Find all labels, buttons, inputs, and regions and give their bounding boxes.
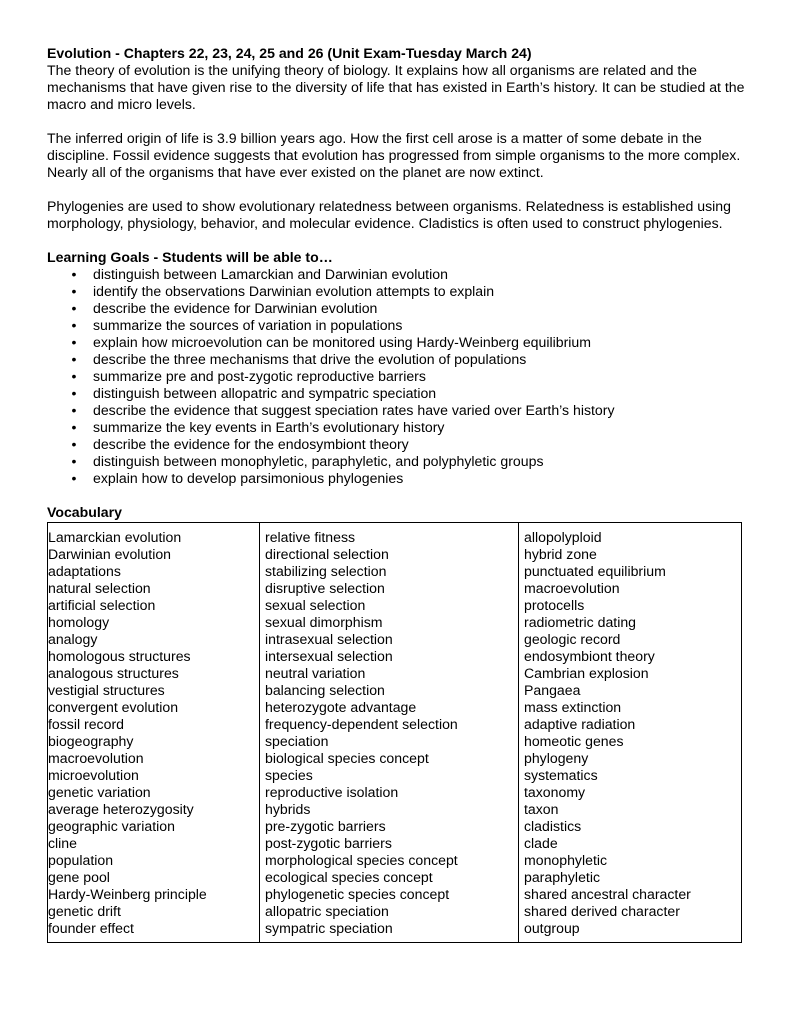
vocabulary-term: vestigial structures — [48, 682, 165, 698]
vocabulary-term: outgroup — [524, 920, 580, 936]
vocabulary-term: pre-zygotic barriers — [265, 818, 386, 834]
vocabulary-term: macroevolution — [48, 750, 144, 766]
vocabulary-term: neutral variation — [265, 665, 366, 681]
vocabulary-heading: Vocabulary — [47, 504, 122, 520]
vocabulary-term: homology — [48, 614, 110, 630]
vocabulary-term: artificial selection — [48, 597, 156, 613]
vocabulary-term: macroevolution — [524, 580, 620, 596]
learning-goal-item — [47, 351, 747, 368]
learning-goal-text: describe the evidence that suggest speciation rates have varied over Earth’s history — [93, 402, 615, 418]
vocabulary-term: biogeography — [48, 733, 134, 749]
vocabulary-term: phylogeny — [524, 750, 589, 766]
vocabulary-term: shared ancestral character — [524, 886, 691, 902]
vocabulary-term: reproductive isolation — [265, 784, 399, 800]
vocabulary-column-3 — [519, 523, 741, 942]
vocabulary-term: geographic variation — [48, 818, 175, 834]
vocabulary-term: taxonomy — [524, 784, 586, 800]
vocabulary-term: average heterozygosity — [48, 801, 194, 817]
document-page — [47, 45, 747, 943]
paragraph-spacer — [47, 113, 747, 130]
learning-goal-item — [47, 283, 747, 300]
vocabulary-term: relative fitness — [265, 529, 356, 545]
vocabulary-column-1 — [48, 523, 260, 942]
learning-goal-text: describe the three mechanisms that drive the evolution of populations — [93, 351, 527, 367]
vocabulary-term: intrasexual selection — [265, 631, 393, 647]
vocabulary-term: species — [265, 767, 313, 783]
vocabulary-term: systematics — [524, 767, 598, 783]
learning-goal-item — [47, 419, 747, 436]
learning-goal-text: explain how microevolution can be monitored using Hardy-Weinberg equilibrium — [93, 334, 591, 350]
vocabulary-term: convergent evolution — [48, 699, 179, 715]
learning-goal-item — [47, 402, 747, 419]
vocabulary-term: phylogenetic species concept — [265, 886, 450, 902]
vocabulary-term: morphological species concept — [265, 852, 458, 868]
vocabulary-term: shared derived character — [524, 903, 680, 919]
vocabulary-term: population — [48, 852, 114, 868]
bullet-icon: • — [71, 402, 77, 418]
vocabulary-term: cladistics — [524, 818, 582, 834]
vocabulary-term: cline — [48, 835, 77, 851]
vocabulary-term: natural selection — [48, 580, 151, 596]
learning-goal-text: describe the evidence for Darwinian evolution — [93, 300, 378, 316]
vocabulary-term: paraphyletic — [524, 869, 600, 885]
learning-goal-text: distinguish between monophyletic, paraphyletic, and polyphyletic groups — [93, 453, 544, 469]
learning-goal-text: summarize pre and post-zygotic reproductive barriers — [93, 368, 426, 384]
vocabulary-term: analogy — [48, 631, 98, 647]
vocabulary-term: sympatric speciation — [265, 920, 393, 936]
vocabulary-term: allopolyploid — [524, 529, 602, 545]
vocabulary-term: biological species concept — [265, 750, 429, 766]
bullet-icon: • — [71, 419, 77, 435]
phylogeny-paragraph: Phylogenies are used to show evolutionary relatedness between organisms. Relatedness is established using morphology, physiology, behavior, and molecular evidence. Cladistics is often used to construct phylogenies. — [47, 198, 731, 231]
vocabulary-term: heterozygote advantage — [265, 699, 417, 715]
page-title: Evolution - Chapters 22, 23, 24, 25 and 26 (Unit Exam-Tuesday March 24) — [47, 45, 532, 61]
vocabulary-term: analogous structures — [48, 665, 179, 681]
vocabulary-term: gene pool — [48, 869, 110, 885]
learning-goal-text: summarize the key events in Earth’s evolutionary history — [93, 419, 445, 435]
learning-goal-item — [47, 385, 747, 402]
vocabulary-term: taxon — [524, 801, 559, 817]
vocabulary-term: founder effect — [48, 920, 134, 936]
learning-goals-heading: Learning Goals - Students will be able to… — [47, 249, 333, 265]
vocabulary-term: disruptive selection — [265, 580, 385, 596]
bullet-icon: • — [71, 266, 77, 282]
vocabulary-term: homeotic genes — [524, 733, 624, 749]
vocabulary-term: intersexual selection — [265, 648, 393, 664]
vocabulary-term: adaptations — [48, 563, 121, 579]
learning-goal-text: summarize the sources of variation in populations — [93, 317, 403, 333]
bullet-icon: • — [71, 385, 77, 401]
vocabulary-column-2 — [260, 523, 519, 942]
bullet-icon: • — [71, 351, 77, 367]
vocabulary-term: endosymbiont theory — [524, 648, 655, 664]
paragraph-spacer — [47, 181, 747, 198]
bullet-icon: • — [71, 334, 77, 350]
origin-paragraph: The inferred origin of life is 3.9 billion years ago. How the first cell arose is a matter of some debate in the discipline. Fossil evidence suggests that evolution has progressed from simple organisms to the more complex. Nearly all of the organisms that have ever existed on the planet are now extinct. — [47, 130, 741, 180]
bullet-icon: • — [71, 470, 77, 486]
vocabulary-term: stabilizing selection — [265, 563, 387, 579]
intro-paragraph: The theory of evolution is the unifying theory of biology. It explains how all organisms are related and the mechanisms that have given rise to the diversity of life that has existed in Earth’s history. It can be studied at the macro and micro levels. — [47, 62, 745, 112]
bullet-icon: • — [71, 317, 77, 333]
learning-goal-item — [47, 266, 747, 283]
vocabulary-term: geologic record — [524, 631, 621, 647]
vocabulary-term: sexual dimorphism — [265, 614, 383, 630]
vocabulary-term: Darwinian evolution — [48, 546, 171, 562]
vocabulary-term: frequency-dependent selection — [265, 716, 458, 732]
vocabulary-term: monophyletic — [524, 852, 608, 868]
learning-goal-text: describe the evidence for the endosymbiont theory — [93, 436, 409, 452]
vocabulary-term: Cambrian explosion — [524, 665, 649, 681]
learning-goal-text: identify the observations Darwinian evolution attempts to explain — [93, 283, 495, 299]
vocabulary-term: microevolution — [48, 767, 139, 783]
vocabulary-term: fossil record — [48, 716, 124, 732]
learning-goal-item — [47, 368, 747, 385]
vocabulary-term: sexual selection — [265, 597, 366, 613]
learning-goals-list — [47, 266, 747, 487]
paragraph-spacer — [47, 232, 747, 249]
bullet-icon: • — [71, 436, 77, 452]
vocabulary-term: hybrids — [265, 801, 311, 817]
learning-goal-item — [47, 300, 747, 317]
vocabulary-term: Lamarckian evolution — [48, 529, 182, 545]
bullet-icon: • — [71, 300, 77, 316]
vocabulary-term: ecological species concept — [265, 869, 433, 885]
vocabulary-term: clade — [524, 835, 558, 851]
vocabulary-term: homologous structures — [48, 648, 191, 664]
vocabulary-term: protocells — [524, 597, 585, 613]
learning-goal-item — [47, 436, 747, 453]
vocabulary-term: adaptive radiation — [524, 716, 636, 732]
paragraph-spacer — [47, 487, 747, 504]
bullet-icon: • — [71, 453, 77, 469]
learning-goal-item — [47, 453, 747, 470]
learning-goal-text: explain how to develop parsimonious phylogenies — [93, 470, 404, 486]
vocabulary-term: allopatric speciation — [265, 903, 389, 919]
vocabulary-term: Hardy-Weinberg principle — [48, 886, 207, 902]
vocabulary-table — [47, 522, 742, 943]
learning-goal-text: distinguish between Lamarckian and Darwinian evolution — [93, 266, 448, 282]
vocabulary-term: post-zygotic barriers — [265, 835, 392, 851]
bullet-icon: • — [71, 283, 77, 299]
vocabulary-term: mass extinction — [524, 699, 622, 715]
vocabulary-term: hybrid zone — [524, 546, 597, 562]
vocabulary-term: Pangaea — [524, 682, 581, 698]
vocabulary-term: balancing selection — [265, 682, 385, 698]
vocabulary-term: genetic drift — [48, 903, 121, 919]
vocabulary-term: directional selection — [265, 546, 389, 562]
vocabulary-term: radiometric dating — [524, 614, 637, 630]
learning-goal-item — [47, 470, 747, 487]
vocabulary-term: genetic variation — [48, 784, 151, 800]
vocabulary-term: punctuated equilibrium — [524, 563, 666, 579]
learning-goal-item — [47, 334, 747, 351]
learning-goal-item — [47, 317, 747, 334]
bullet-icon: • — [71, 368, 77, 384]
learning-goal-text: distinguish between allopatric and sympatric speciation — [93, 385, 437, 401]
vocabulary-term: speciation — [265, 733, 329, 749]
